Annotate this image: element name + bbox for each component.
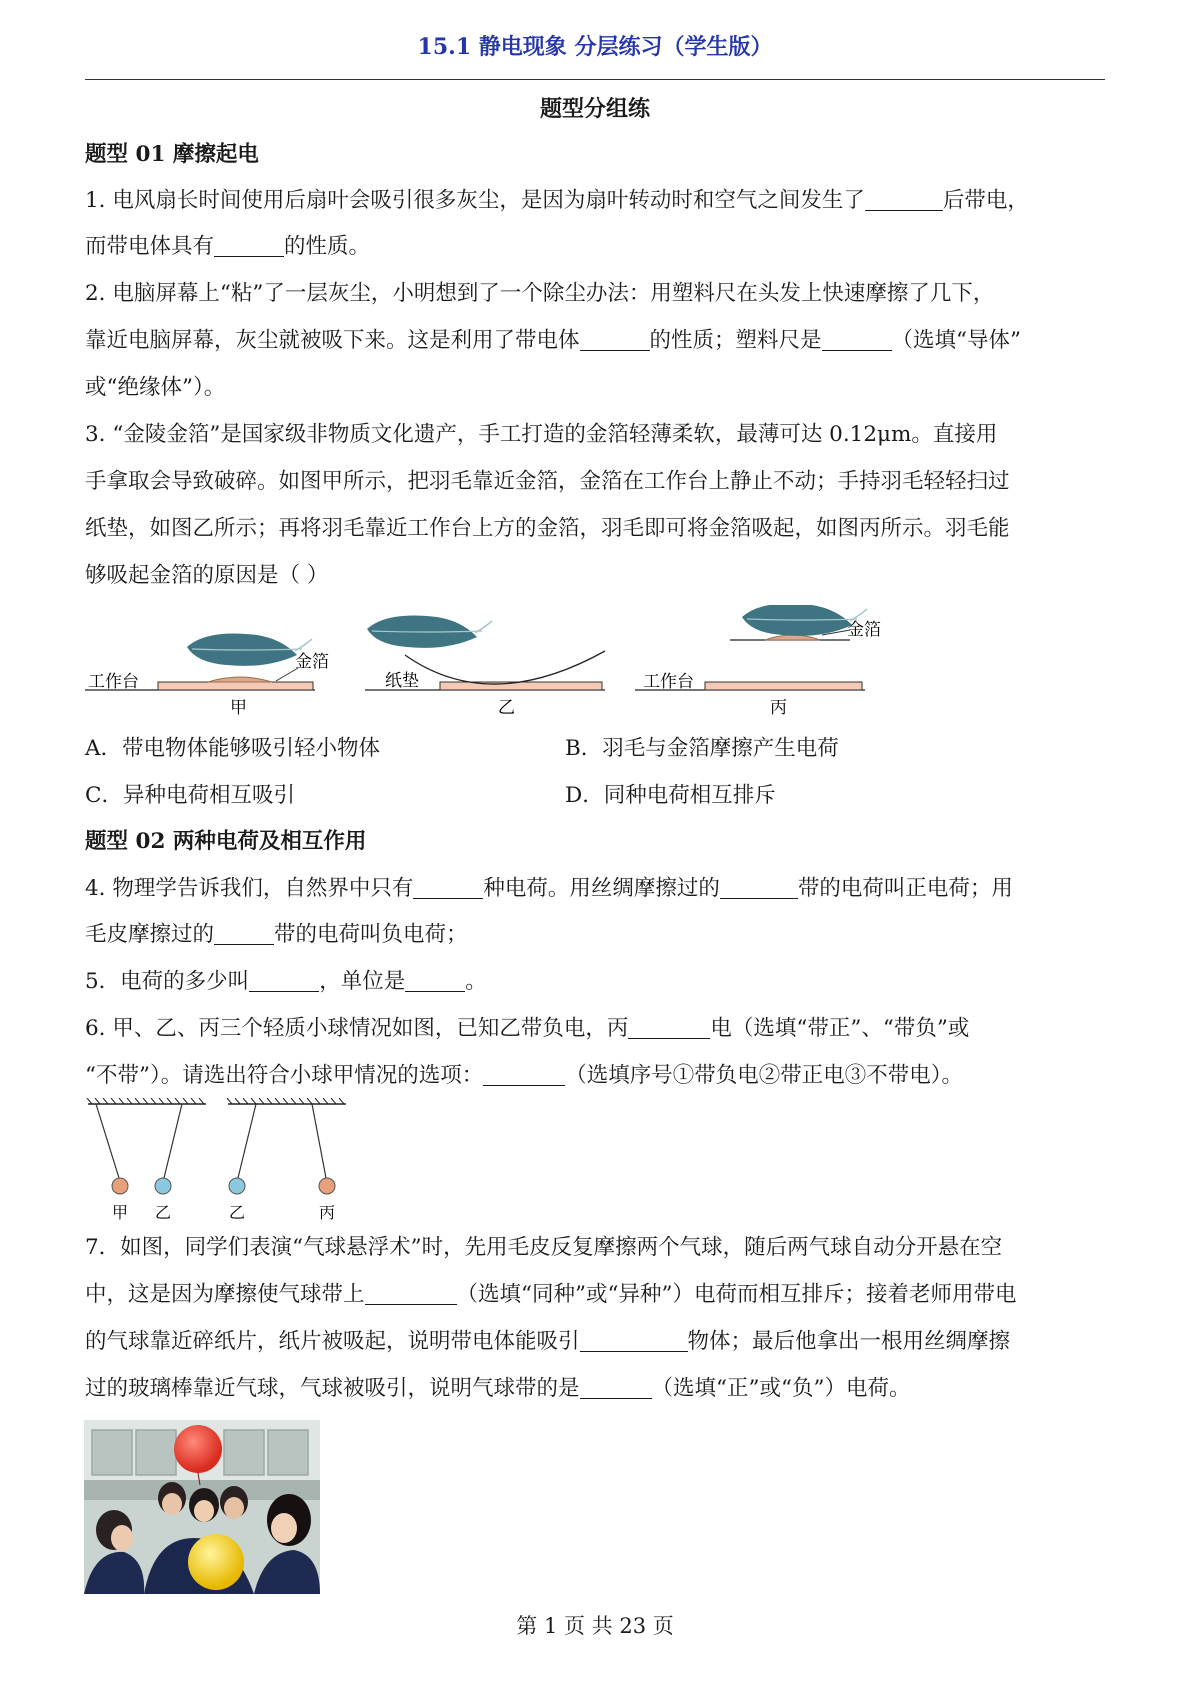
- q7-text-4: 物体；最后他拿出一根用丝绸摩擦: [687, 1329, 1011, 1354]
- q1-blank-1[interactable]: [865, 190, 943, 211]
- paper-pad: [440, 682, 602, 690]
- label-ball-2: 乙: [155, 1203, 172, 1222]
- feather-icon: [367, 616, 492, 648]
- figure-b: [365, 616, 605, 719]
- ball-c: [319, 1178, 335, 1194]
- q7-text-3: 的气球靠近碎纸片，纸片被吸起，说明带电体能吸引: [85, 1329, 580, 1354]
- workbench-c: [705, 682, 862, 690]
- q4-text-5: 带的电荷叫负电荷；: [274, 922, 468, 947]
- q3-line-2: 手拿取会导致破碎。如图甲所示，把羽毛靠近金箔，金箔在工作台上静止不动；手持羽毛轻轻扫过: [85, 469, 1010, 494]
- option-a[interactable]: A．带电物体能够吸引轻小物体: [85, 736, 381, 761]
- q2-line-2: [85, 326, 1021, 356]
- q1-text-4: 的性质。: [284, 234, 371, 259]
- type-01-heading: 题型 01 摩擦起电: [85, 142, 259, 167]
- label-ball-1: 甲: [112, 1203, 129, 1222]
- caption-a: 甲: [230, 698, 247, 718]
- q2-blank-2[interactable]: [822, 330, 892, 351]
- ball-b-right: [229, 1178, 245, 1194]
- label-ball-4: 丙: [319, 1203, 336, 1222]
- ball-b-left: [155, 1178, 171, 1194]
- option-d[interactable]: D．同种电荷相互排斥: [565, 783, 776, 808]
- q5-text-2: ，单位是: [319, 969, 406, 994]
- q4-blank-2[interactable]: [720, 878, 798, 899]
- q5-line: [85, 967, 487, 997]
- option-c[interactable]: C．异种电荷相互吸引: [85, 783, 295, 808]
- q7-text-1: 中，这是因为摩擦使气球带上: [85, 1282, 365, 1307]
- q1-text-2: 后带电，: [942, 188, 1029, 213]
- label-gold-foil-c: 金箔: [847, 620, 881, 640]
- q2-text-1: 靠近电脑屏幕，灰尘就被吸下来。这是利用了带电体: [85, 328, 580, 353]
- hanging-balls-figure: [84, 1098, 354, 1223]
- q1-text-1: 1. 电风扇长时间使用后扇叶会吸引很多灰尘，是因为扇叶转动时和空气之间发生了: [85, 188, 865, 213]
- q7-line-4: [85, 1374, 910, 1404]
- q2-blank-1[interactable]: [580, 330, 650, 351]
- ceiling-left: [87, 1098, 206, 1104]
- caption-b: 乙: [498, 698, 515, 718]
- workbench-a: [158, 682, 313, 690]
- q6-line-1: [85, 1014, 969, 1044]
- q7-blank-1[interactable]: [365, 1284, 457, 1305]
- q1-line-1: [85, 186, 1029, 216]
- figure-c: [635, 605, 881, 718]
- q1-line-2: [85, 232, 370, 262]
- type-02-heading: 题型 02 两种电荷及相互作用: [85, 829, 367, 854]
- yellow-balloon: [188, 1534, 244, 1590]
- q6-line-2: [85, 1061, 963, 1091]
- label-workbench-c: 工作台: [643, 672, 694, 692]
- q6-text-3: “不带”）。请选出符合小球甲情况的选项：: [85, 1063, 484, 1088]
- q7-line-2: [85, 1280, 1016, 1310]
- gold-foil-c: [765, 635, 820, 640]
- q5-text-3: 。: [465, 969, 487, 994]
- q3-line-3: 纸垫，如图乙所示；再将羽毛靠近工作台上方的金箔，羽毛即可将金箔吸起，如图丙所示。羽毛能: [85, 516, 1010, 541]
- q4-blank-1[interactable]: [413, 878, 483, 899]
- label-workbench-a: 工作台: [88, 672, 139, 692]
- q7-blank-3[interactable]: [580, 1378, 652, 1399]
- q1-text-3: 而带电体具有: [85, 234, 215, 259]
- gold-foil-a: [208, 677, 272, 682]
- q7-line-3: [85, 1327, 1010, 1357]
- q2-text-2: 的性质；塑料尺是: [649, 328, 822, 353]
- balloon-classroom-photo: [84, 1420, 320, 1594]
- q6-text-4: （选填序号①带负电②带正电③不带电）。: [565, 1063, 964, 1088]
- document-header-title: 15.1 静电现象 分层练习（学生版）: [417, 34, 773, 60]
- label-paper-pad: 纸垫: [385, 671, 419, 691]
- q3-line-1: 3. “金陵金箔”是国家级非物质文化遗产，手工打造的金箔轻薄柔软，最薄可达 0.12μm。直接用: [85, 422, 998, 447]
- option-b[interactable]: B．羽毛与金箔摩擦产生电荷: [565, 736, 839, 761]
- q4-line-1: [85, 874, 1013, 904]
- caption-c: 丙: [770, 698, 787, 718]
- q5-text-1: 5．电荷的多少叫: [85, 969, 250, 994]
- figure-a: [85, 634, 329, 719]
- q4-text-2: 种电荷。用丝绸摩擦过的: [483, 876, 720, 901]
- q6-blank-2[interactable]: [483, 1065, 565, 1086]
- q4-line-2: [85, 920, 468, 950]
- red-balloon: [174, 1425, 222, 1473]
- header-rule: [85, 79, 1105, 80]
- feather-icon: [187, 634, 312, 666]
- q5-blank-2[interactable]: [405, 971, 465, 992]
- q6-text-1: 6. 甲、乙、丙三个轻质小球情况如图，已知乙带负电，丙: [85, 1016, 629, 1041]
- q2-text-3: （选填“导体”: [891, 328, 1022, 353]
- q3-line-4: 够吸起金箔的原因是（ ）: [85, 563, 329, 588]
- q2-line-1: 2. 电脑屏幕上“粘”了一层灰尘，小明想到了一个除尘办法：用塑料尺在头发上快速摩擦了几下，: [85, 281, 995, 306]
- page-footer: 第 1 页 共 23 页: [516, 1614, 674, 1638]
- q5-blank-1[interactable]: [249, 971, 319, 992]
- label-ball-3: 乙: [229, 1203, 246, 1222]
- q4-blank-3[interactable]: [214, 924, 274, 945]
- ceiling-right: [227, 1098, 346, 1104]
- gold-foil-figure: [80, 605, 910, 720]
- q7-text-6: （选填“正”或“负”）电荷。: [651, 1376, 911, 1401]
- q7-line-1: 7．如图，同学们表演“气球悬浮术”时，先用毛皮反复摩擦两个气球，随后两气球自动分开悬在空: [85, 1235, 1003, 1260]
- q7-text-5: 过的玻璃棒靠近气球，气球被吸引，说明气球带的是: [85, 1376, 580, 1401]
- q7-text-2: （选填“同种”或“异种”）电荷而相互排斥；接着老师用带电: [456, 1282, 1017, 1307]
- q2-line-3: 或“绝缘体”）。: [85, 375, 226, 400]
- q7-blank-2[interactable]: [580, 1331, 688, 1352]
- q4-text-4: 毛皮摩擦过的: [85, 922, 215, 947]
- q6-blank-1[interactable]: [628, 1018, 710, 1039]
- q1-blank-2[interactable]: [214, 236, 284, 257]
- q4-text-1: 4. 物理学告诉我们，自然界中只有: [85, 876, 414, 901]
- label-gold-foil-a: 金箔: [295, 652, 329, 672]
- q4-text-3: 带的电荷叫正电荷；用: [797, 876, 1013, 901]
- balloon-photo-illustration: [84, 1420, 320, 1594]
- ball-a: [112, 1178, 128, 1194]
- section-title: 题型分组练: [539, 96, 650, 122]
- q6-text-2: 电（选填“带正”、“带负”或: [710, 1016, 970, 1041]
